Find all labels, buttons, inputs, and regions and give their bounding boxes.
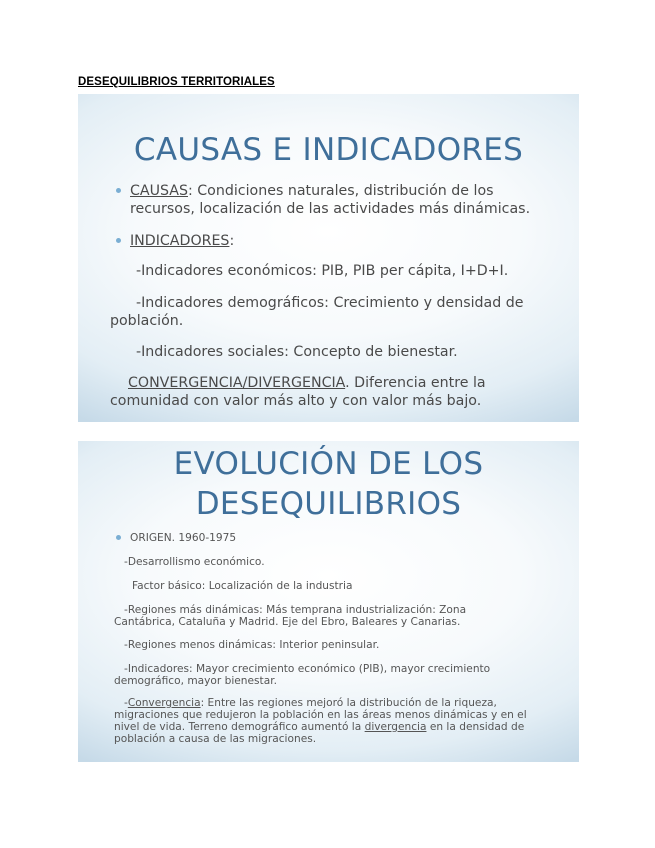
slide-title — [78, 444, 579, 524]
bullet-causas — [78, 182, 549, 218]
convergencia-divergencia — [110, 374, 539, 410]
bullet-dot-icon — [116, 535, 121, 540]
indicadores-demograficos: -Indicadores demográficos: Crecimiento y densidad de población. — [110, 295, 524, 329]
slide-title-line-2: DESEQUILIBRIOS — [195, 486, 462, 522]
indicadores-economicos: -Indicadores económicos: PIB, PIB per cápita, I+D+I. — [136, 263, 509, 279]
bullet-origen — [78, 532, 527, 544]
factor-basico: Factor básico: Localización de la industria — [132, 580, 353, 592]
indicadores-sociales: -Indicadores sociales: Concepto de bienestar. — [136, 344, 458, 360]
convergencia-text: . Diferencia entre la comunidad con valor más alto y con valor más bajo. — [110, 375, 486, 409]
indicadores-evolucion: -Indicadores: Mayor crecimiento económico (PIB), mayor crecimiento demográfico, mayor bienestar. — [114, 663, 491, 687]
slide-title-line-1: EVOLUCIÓN DE LOS — [173, 446, 484, 482]
divergencia-label: divergencia — [364, 721, 427, 733]
slide-evolucion-desequilibrios — [78, 441, 579, 762]
causas-label: CAUSAS — [130, 183, 188, 199]
causas-text: : Condiciones naturales, distribución de los recursos, localización de las actividades más dinámicas. — [130, 183, 531, 217]
regiones-mas-dinamicas: -Regiones más dinámicas: Más temprana industrialización: Zona Cantábrica, Cataluña y Madrid. Eje del Ebro, Baleares y Canarias. — [114, 604, 467, 628]
slide-title: CAUSAS E INDICADORES — [133, 132, 524, 168]
indicadores-label: INDICADORES — [130, 233, 230, 249]
indicadores-colon: : — [229, 233, 235, 249]
convergencia-label: Convergencia — [127, 697, 201, 709]
origen-text: ORIGEN. 1960-1975 — [130, 532, 237, 544]
bullet-indicadores — [78, 232, 539, 250]
regiones-menos-dinamicas: -Regiones menos dinámicas: Interior peninsular. — [124, 639, 380, 651]
divergencia-text: en la densidad de población a causa de las migraciones. — [114, 721, 525, 745]
convergencia-text: : Entre las regiones mejoró la distribución de la riqueza, migraciones que redujeron la población en las áreas menos dinámicas y en el nivel de vida. Terreno demográfico aumentó la — [114, 697, 527, 733]
bullet-dot-icon — [116, 238, 121, 243]
convergencia-label: CONVERGENCIA/DIVERGENCIA — [128, 375, 346, 391]
document-title: DESEQUILIBRIOS TERRITORIALES — [78, 76, 275, 88]
bullet-dot-icon — [116, 188, 121, 193]
desarrollismo: -Desarrollismo económico. — [124, 556, 265, 568]
convergencia-paragraph — [114, 697, 527, 745]
slide-causas-indicadores — [78, 94, 579, 422]
convergencia-prefix: - — [124, 697, 128, 709]
